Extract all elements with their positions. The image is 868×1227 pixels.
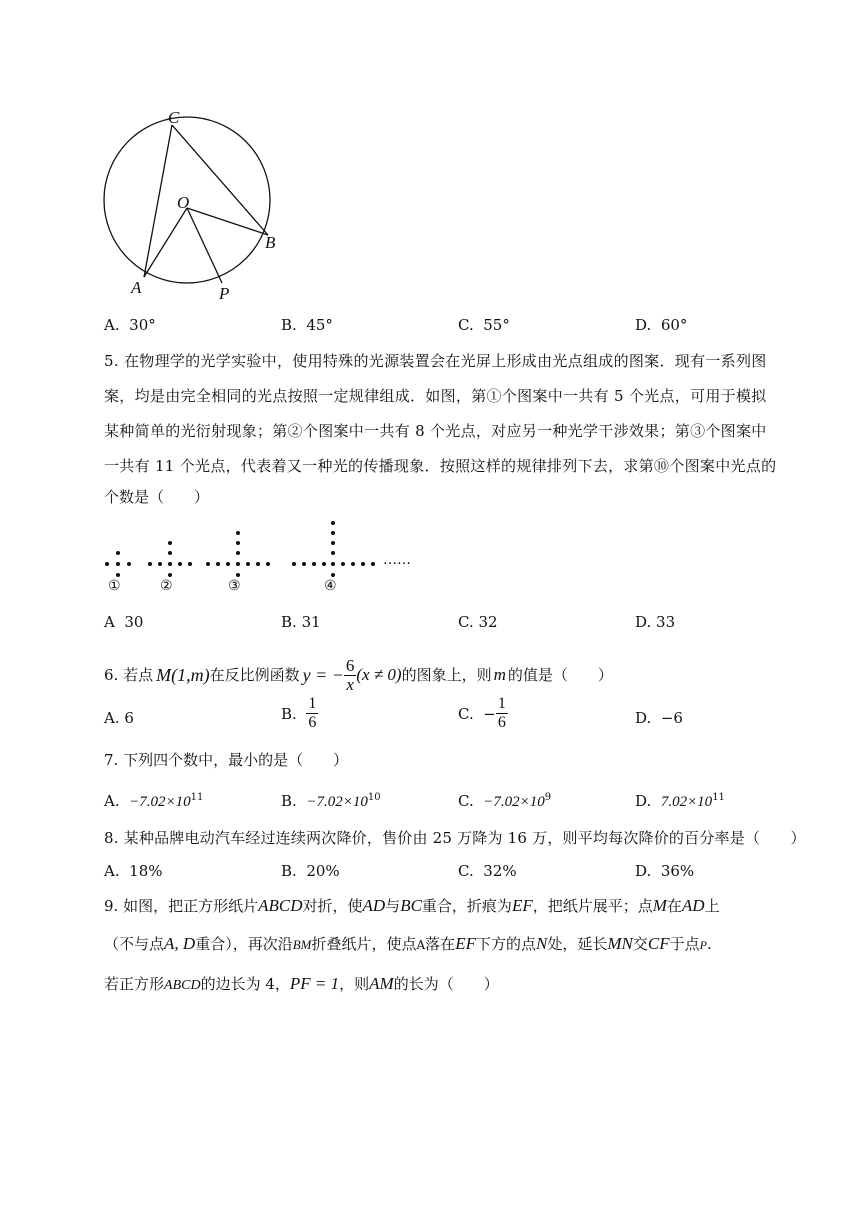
light-dot bbox=[236, 573, 240, 577]
light-dot bbox=[116, 562, 120, 566]
q8-option-d[interactable]: D. 36% bbox=[635, 862, 695, 880]
q5-line-5: 个数是（ ） bbox=[104, 488, 210, 506]
q8-option-a[interactable]: A. 18% bbox=[104, 862, 163, 880]
light-dot bbox=[236, 562, 240, 566]
light-dot bbox=[116, 551, 120, 555]
pattern-label-2: ② bbox=[160, 578, 173, 594]
q6-option-d[interactable]: D. −6 bbox=[635, 709, 683, 727]
q6-func-cond: (x ≠ 0) bbox=[356, 665, 402, 684]
light-dot bbox=[371, 562, 375, 566]
label-C: C bbox=[168, 108, 180, 127]
q6-func-lhs: y = − bbox=[302, 665, 344, 685]
q6-point: M(1,m) bbox=[156, 665, 210, 685]
pattern-ellipsis: …… bbox=[383, 552, 411, 568]
q4-option-b[interactable]: B. 45° bbox=[281, 316, 333, 334]
q8-option-c[interactable]: C. 32% bbox=[458, 862, 517, 880]
light-dot bbox=[361, 562, 365, 566]
q9-line-2: （不与点A, D重合），再次沿BM折叠纸片，使点A落在EF下方的点N处，延长MN交CF于点P. bbox=[104, 934, 712, 953]
light-dot bbox=[331, 573, 335, 577]
light-dot bbox=[351, 562, 355, 566]
circle-figure bbox=[95, 105, 295, 305]
q7-option-a[interactable]: A. $-7.02\times 10^{11}$ bbox=[104, 792, 204, 810]
q6-stem: 6. 若点 M(1,m) 在反比例函数 y = − $\frac{6}{x}$ (x ≠ 0) 的图象上，则 m 的值是（ ） bbox=[104, 655, 613, 694]
light-dot bbox=[331, 531, 335, 535]
light-dot bbox=[105, 562, 109, 566]
light-dot bbox=[331, 541, 335, 545]
light-dot bbox=[236, 551, 240, 555]
light-dot bbox=[322, 562, 326, 566]
light-dot bbox=[116, 573, 120, 577]
q5-line-3: 某种简单的光衍射现象；第②个图案中一共有 8 个光点，对应另一种光学干涉效果；第③个图案中 bbox=[104, 422, 767, 440]
light-dot bbox=[188, 562, 192, 566]
q6-var: m bbox=[493, 665, 506, 684]
label-A: A bbox=[131, 278, 142, 297]
light-dot bbox=[302, 562, 306, 566]
label-O: O bbox=[177, 193, 190, 212]
q5-line-2: 案，均是由完全相同的光点按照一定规律组成．如图，第①个图案中一共有 5 个光点，可用于模拟 bbox=[104, 387, 767, 405]
label-P: P bbox=[219, 284, 230, 303]
q6-option-c[interactable]: C. − $\frac{1}{6}$ bbox=[458, 695, 506, 731]
q5-option-a[interactable]: A 30 bbox=[104, 613, 144, 631]
q7-stem: 7. 下列四个数中，最小的是（ ） bbox=[104, 751, 349, 769]
q4-option-d[interactable]: D. 60° bbox=[635, 316, 688, 334]
q7-option-b[interactable]: B. $-7.02\times 10^{10}$ bbox=[281, 792, 381, 810]
q8-stem: 8. 某种品牌电动汽车经过连续两次降价，售价由 25 万降为 16 万，则平均每次降价的百分率是（ ） bbox=[104, 829, 806, 847]
light-dot bbox=[292, 562, 296, 566]
light-dot bbox=[168, 573, 172, 577]
light-dot bbox=[168, 562, 172, 566]
q5-option-c[interactable]: C. 32 bbox=[458, 613, 498, 631]
q6-option-b[interactable]: B. $\frac{1}{6}$ bbox=[281, 695, 317, 731]
q9-line-1: 9. 如图，把正方形纸片ABCD对折，使AD与BC重合，折痕为EF，把纸片展平；点M在AD上 bbox=[104, 896, 720, 915]
light-dot bbox=[312, 562, 316, 566]
pattern-label-3: ③ bbox=[228, 578, 241, 594]
light-dot bbox=[127, 562, 131, 566]
light-dot bbox=[168, 551, 172, 555]
q9-line-3: 若正方形ABCD的边长为 4，PF = 1，则AM的长为（ ） bbox=[104, 974, 499, 993]
q4-option-a[interactable]: A. 30° bbox=[104, 316, 156, 334]
label-B: B bbox=[265, 233, 276, 252]
q8-option-b[interactable]: B. 20% bbox=[281, 862, 340, 880]
light-dot bbox=[331, 521, 335, 525]
light-dot bbox=[266, 562, 270, 566]
light-dot bbox=[341, 562, 345, 566]
light-dot bbox=[236, 531, 240, 535]
light-dot bbox=[206, 562, 210, 566]
q4-option-c[interactable]: C. 55° bbox=[458, 316, 510, 334]
light-dot bbox=[246, 562, 250, 566]
light-dot bbox=[331, 562, 335, 566]
light-dot bbox=[236, 541, 240, 545]
q5-line-1: 5. 在物理学的光学实验中，使用特殊的光源装置会在光屏上形成由光点组成的图案．现有一系列图 bbox=[104, 352, 767, 370]
light-dot bbox=[331, 551, 335, 555]
light-dot bbox=[256, 562, 260, 566]
light-dot bbox=[226, 562, 230, 566]
pattern-label-4: ④ bbox=[324, 578, 337, 594]
segment-OP bbox=[187, 208, 222, 283]
q5-option-b[interactable]: B. 31 bbox=[281, 613, 321, 631]
light-dot bbox=[148, 562, 152, 566]
q7-option-d[interactable]: D. $7.02\times 10^{11}$ bbox=[635, 792, 725, 810]
q7-option-c[interactable]: C. $-7.02\times 10^9$ bbox=[458, 792, 552, 810]
q6-option-a[interactable]: A. 6 bbox=[104, 709, 134, 727]
light-dot bbox=[216, 562, 220, 566]
q5-option-d[interactable]: D. 33 bbox=[635, 613, 676, 631]
light-dot bbox=[178, 562, 182, 566]
light-dot bbox=[168, 541, 172, 545]
light-dot bbox=[158, 562, 162, 566]
q6-func-fraction: $\frac{6}{x}$ bbox=[345, 655, 355, 694]
pattern-label-1: ① bbox=[108, 578, 121, 594]
q5-line-4: 一共有 11 个光点，代表着又一种光的传播现象．按照这样的规律排列下去，求第⑩个图案中光点的 bbox=[104, 457, 777, 475]
